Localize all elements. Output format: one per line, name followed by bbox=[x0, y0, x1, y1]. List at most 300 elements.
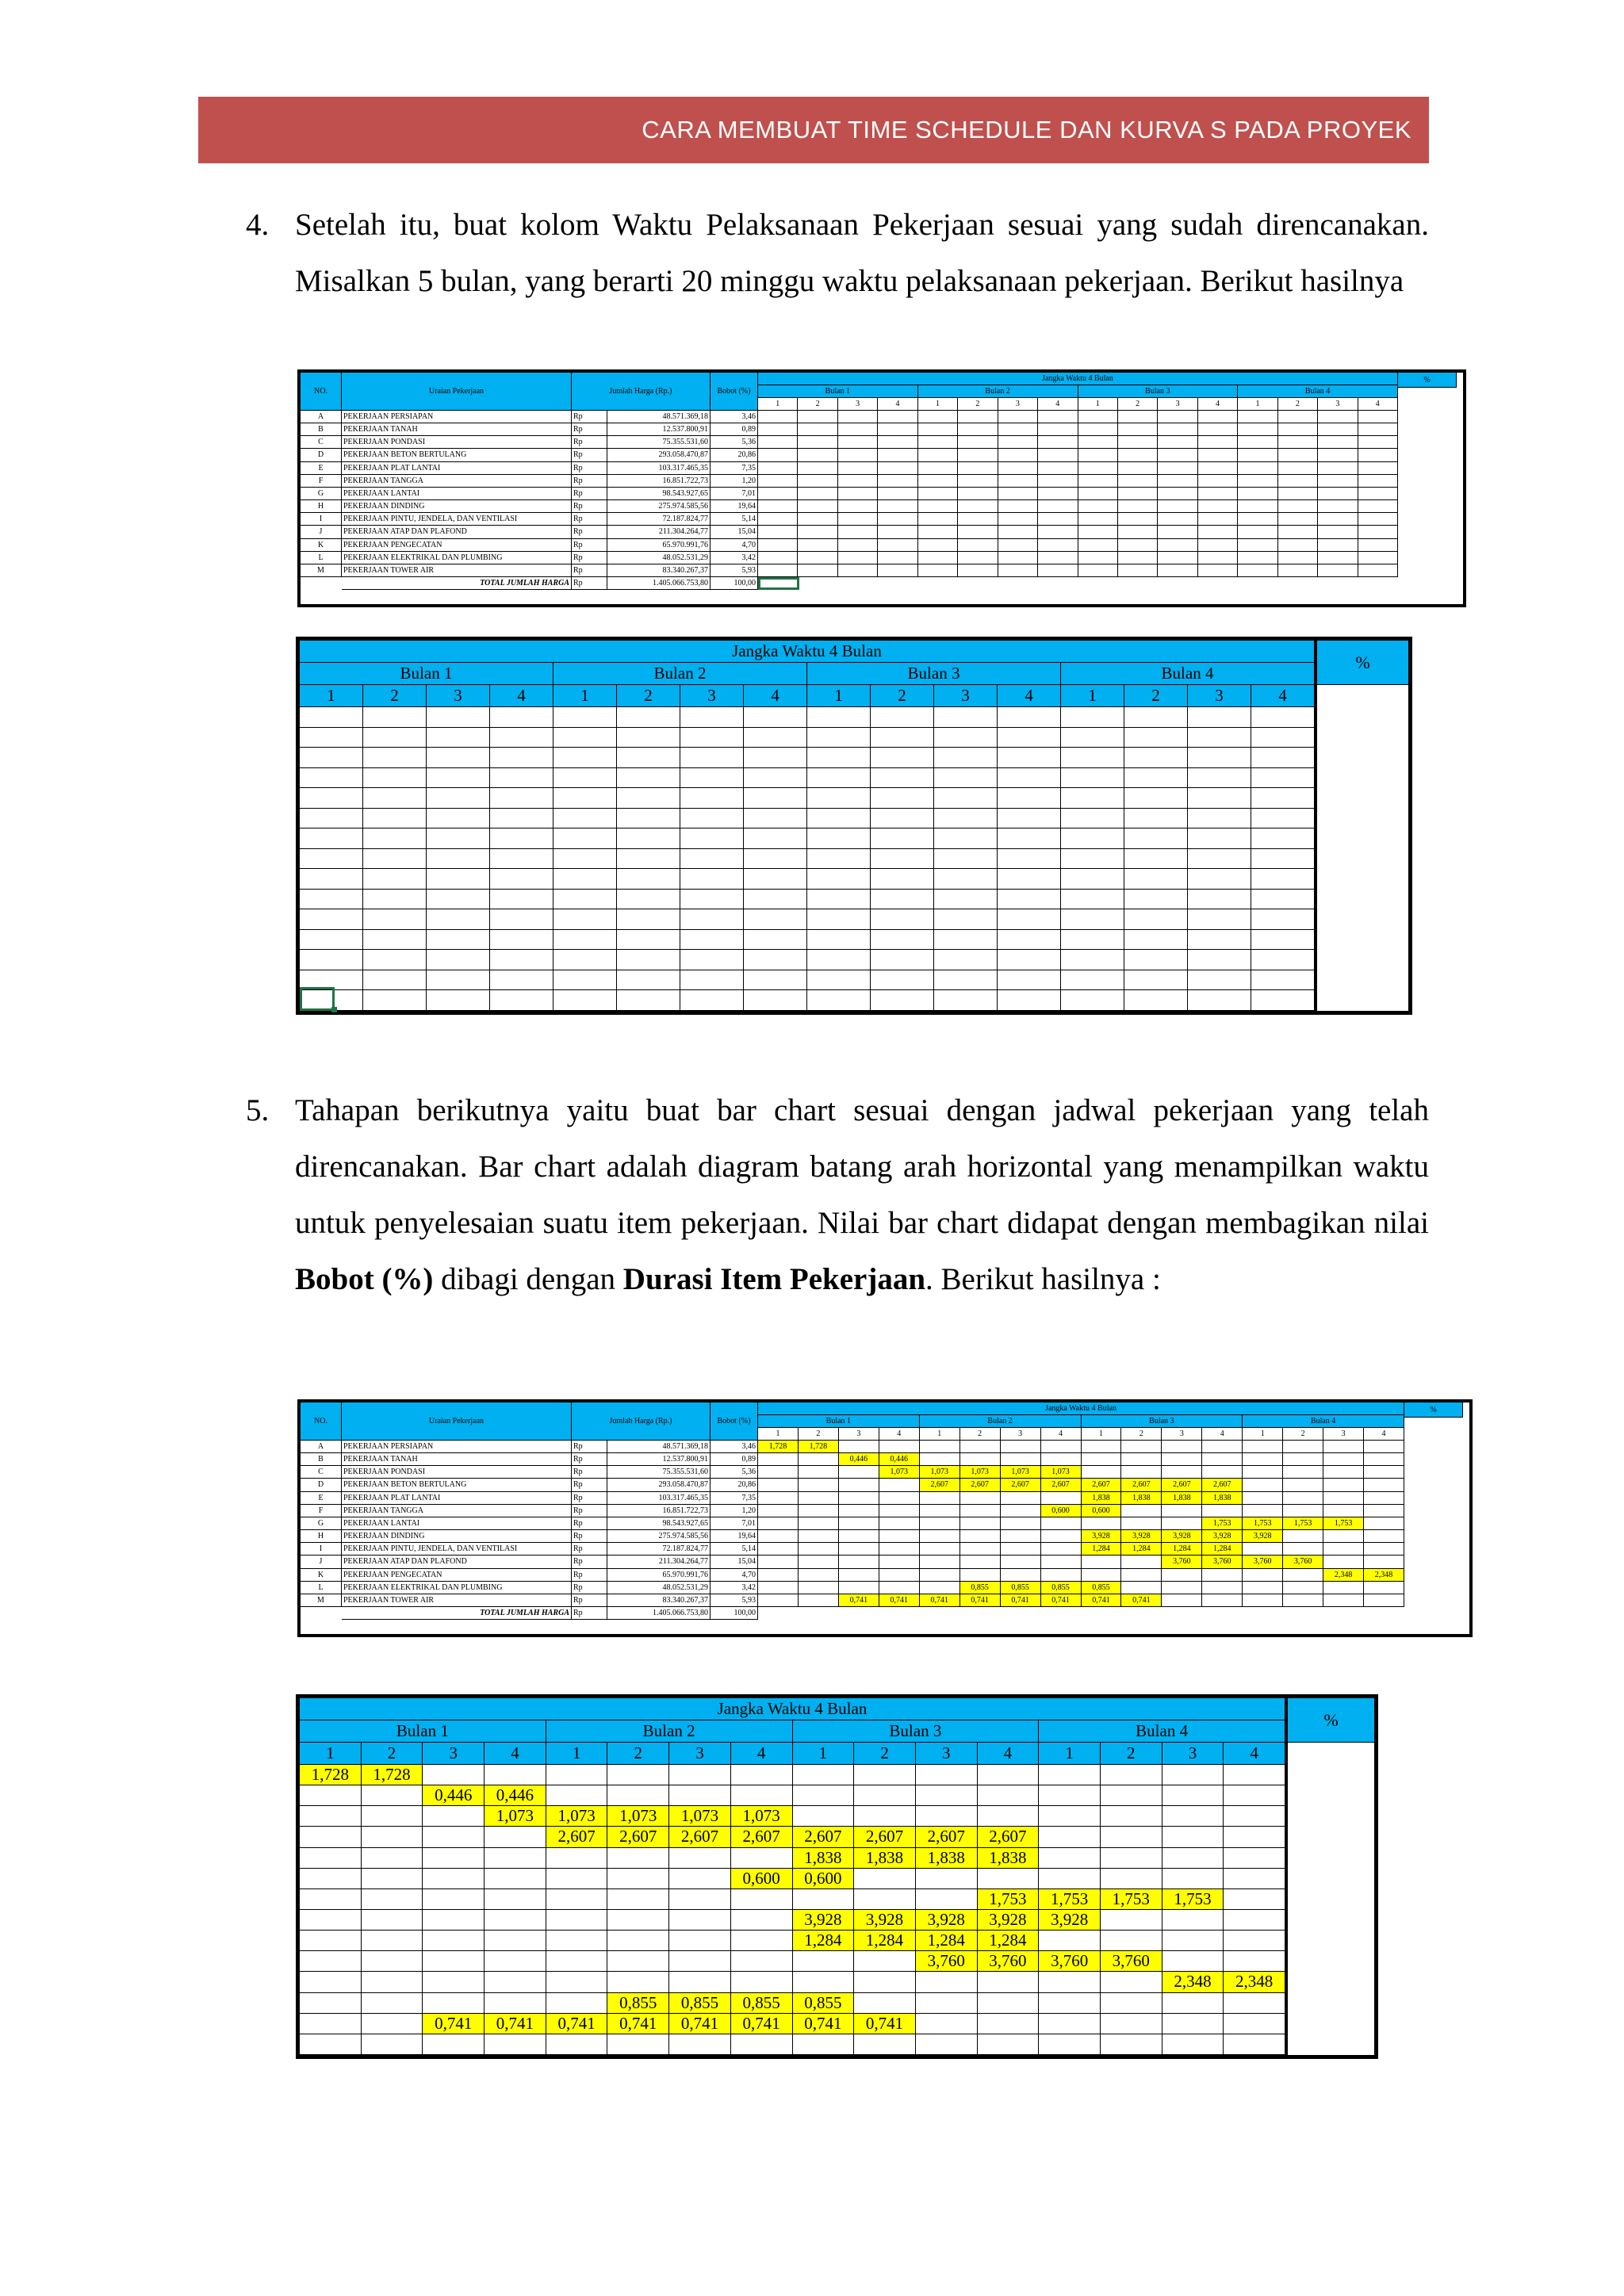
bar-cell: 1,753 bbox=[978, 1889, 1040, 1910]
week-cell bbox=[1278, 513, 1318, 526]
week-cell bbox=[807, 748, 871, 768]
week-cell bbox=[362, 1869, 423, 1889]
week-cell bbox=[1118, 564, 1158, 577]
step-5-paragraph bbox=[246, 1082, 1429, 1307]
week-cell bbox=[427, 748, 490, 768]
week-cell bbox=[878, 475, 917, 488]
week-cell bbox=[680, 768, 744, 789]
week-cell bbox=[878, 539, 917, 552]
month-header: Bulan 4 bbox=[1243, 1415, 1404, 1428]
week-cell bbox=[960, 1569, 1001, 1582]
week-cell bbox=[839, 1543, 879, 1556]
week-cell bbox=[1243, 1453, 1283, 1466]
week-cell bbox=[934, 990, 998, 1011]
week-cell bbox=[1202, 1453, 1243, 1466]
week-cell bbox=[871, 990, 934, 1011]
row-name: PEKERJAAN LANTAI bbox=[342, 488, 572, 500]
week-cell bbox=[918, 526, 958, 538]
week-cell bbox=[879, 1517, 920, 1530]
row-currency: Rp bbox=[572, 1466, 607, 1479]
week-cell bbox=[1224, 2014, 1285, 2034]
week-cell bbox=[958, 423, 998, 436]
week-header: 4 bbox=[1198, 398, 1238, 411]
week-cell bbox=[363, 930, 427, 951]
week-header: 4 bbox=[744, 685, 807, 707]
month-header: Bulan 1 bbox=[758, 385, 918, 398]
week-cell bbox=[1124, 707, 1188, 728]
week-cell bbox=[934, 930, 998, 951]
week-cell bbox=[617, 930, 680, 951]
week-cell bbox=[490, 748, 553, 768]
week-cell bbox=[423, 2034, 485, 2055]
week-cell bbox=[607, 1931, 669, 1951]
week-cell bbox=[1364, 1453, 1404, 1466]
week-cell bbox=[1323, 1530, 1364, 1543]
week-cell bbox=[920, 1530, 960, 1543]
week-cell bbox=[871, 950, 934, 970]
bar-cell: 0,741 bbox=[1121, 1594, 1162, 1607]
week-cell bbox=[1283, 1582, 1323, 1594]
week-cell bbox=[998, 423, 1038, 436]
row-name: PEKERJAAN PONDASI bbox=[342, 436, 572, 449]
week-cell bbox=[1224, 1889, 1285, 1910]
row-no: F bbox=[301, 475, 342, 488]
row-name: PEKERJAAN PLAT LANTAI bbox=[342, 462, 572, 475]
week-cell bbox=[1238, 436, 1277, 449]
week-cell bbox=[1188, 950, 1251, 970]
week-cell bbox=[1118, 462, 1158, 475]
week-cell bbox=[362, 1910, 423, 1931]
row-no: A bbox=[301, 1441, 342, 1453]
week-cell bbox=[1323, 1492, 1364, 1505]
week-cell bbox=[553, 849, 617, 870]
week-cell bbox=[798, 552, 837, 564]
week-cell bbox=[1162, 1910, 1224, 1931]
week-cell bbox=[553, 828, 617, 849]
week-cell bbox=[920, 1543, 960, 1556]
week-cell bbox=[490, 849, 553, 870]
week-cell bbox=[300, 1848, 362, 1869]
week-cell bbox=[758, 423, 798, 436]
week-cell bbox=[1278, 462, 1318, 475]
bar-cell: 1,073 bbox=[546, 1806, 608, 1827]
week-cell bbox=[1101, 1910, 1162, 1931]
week-cell bbox=[1038, 411, 1078, 423]
week-cell bbox=[1001, 1517, 1041, 1530]
week-cell bbox=[490, 707, 553, 728]
bar-cell: 1,838 bbox=[854, 1848, 916, 1869]
bar-cell: 0,855 bbox=[1041, 1582, 1082, 1594]
week-cell bbox=[978, 1972, 1040, 1992]
bar-cell: 1,838 bbox=[916, 1848, 978, 1869]
bar-cell: 1,284 bbox=[854, 1931, 916, 1951]
week-cell bbox=[793, 1889, 855, 1910]
step-5-text-a: Tahapan berikutnya yaitu buat bar chart sesuai dengan jadwal pekerjaan yang telah direncanakan. Bar chart adalah diagram batang arah horizontal yang menampilkan waktu untuk penyelesaian suatu item pekerjaan. Nilai bar chart didapat dengan membagikan nilai bbox=[295, 1093, 1429, 1240]
week-header: 1 bbox=[1078, 398, 1118, 411]
bar-cell: 2,607 bbox=[546, 1827, 608, 1847]
week-cell bbox=[607, 1848, 669, 1869]
week-cell bbox=[958, 564, 998, 577]
week-cell bbox=[879, 1543, 920, 1556]
week-cell bbox=[300, 1931, 362, 1951]
week-cell bbox=[799, 1492, 839, 1505]
week-cell bbox=[998, 564, 1038, 577]
week-cell bbox=[1158, 500, 1197, 513]
week-cell bbox=[807, 809, 871, 829]
week-cell bbox=[553, 930, 617, 951]
week-cell bbox=[1251, 707, 1315, 728]
week-cell bbox=[1243, 1582, 1283, 1594]
row-no: G bbox=[301, 1517, 342, 1530]
week-cell bbox=[680, 849, 744, 870]
week-cell bbox=[1188, 890, 1251, 910]
row-amount: 75.355.531,60 bbox=[607, 1466, 710, 1479]
week-cell bbox=[1001, 1543, 1041, 1556]
row-amount: 65.970.991,76 bbox=[607, 1569, 710, 1582]
row-name: PEKERJAAN PENGECATAN bbox=[342, 1569, 572, 1582]
week-cell bbox=[1082, 1453, 1122, 1466]
week-cell bbox=[617, 849, 680, 870]
week-cell bbox=[798, 475, 837, 488]
week-cell bbox=[1041, 1530, 1082, 1543]
week-cell bbox=[934, 849, 998, 870]
week-cell bbox=[1061, 909, 1124, 930]
week-cell bbox=[1038, 564, 1078, 577]
week-cell bbox=[1061, 768, 1124, 789]
week-cell bbox=[731, 1931, 793, 1951]
month-header: Bulan 3 bbox=[1082, 1415, 1243, 1428]
week-cell bbox=[300, 1951, 362, 1972]
week-cell bbox=[362, 2014, 423, 2034]
week-cell bbox=[1158, 539, 1197, 552]
week-cell bbox=[998, 909, 1061, 930]
week-cell bbox=[1198, 539, 1238, 552]
week-cell bbox=[1039, 1931, 1101, 1951]
bar-cell: 1,728 bbox=[758, 1441, 799, 1453]
row-no: M bbox=[301, 1594, 342, 1607]
row-currency: Rp bbox=[572, 1530, 607, 1543]
bar-cell: 1,073 bbox=[960, 1466, 1001, 1479]
week-cell bbox=[1283, 1569, 1323, 1582]
row-amount: 83.340.267,37 bbox=[607, 1594, 710, 1607]
week-cell bbox=[300, 788, 363, 809]
week-cell bbox=[680, 909, 744, 930]
week-cell bbox=[1251, 990, 1315, 1011]
week-header: 3 bbox=[838, 398, 878, 411]
week-cell bbox=[1101, 2014, 1162, 2034]
week-cell bbox=[1243, 1569, 1283, 1582]
week-cell bbox=[1283, 1505, 1323, 1517]
week-cell bbox=[1038, 526, 1078, 538]
week-cell bbox=[879, 1492, 920, 1505]
week-cell bbox=[1251, 849, 1315, 870]
week-cell bbox=[1061, 970, 1124, 991]
week-cell bbox=[1118, 526, 1158, 538]
header-no: NO. bbox=[301, 1402, 342, 1441]
week-cell bbox=[363, 950, 427, 970]
row-name: PEKERJAAN LANTAI bbox=[342, 1517, 572, 1530]
week-cell bbox=[998, 526, 1038, 538]
week-header: 2 bbox=[363, 685, 427, 707]
week-cell bbox=[1251, 930, 1315, 951]
week-cell bbox=[546, 1951, 608, 1972]
week-cell bbox=[998, 809, 1061, 829]
bar-cell: 3,760 bbox=[978, 1951, 1040, 1972]
week-cell bbox=[998, 768, 1061, 789]
week-cell bbox=[427, 869, 490, 890]
week-cell bbox=[839, 1492, 879, 1505]
bar-cell: 0,741 bbox=[879, 1594, 920, 1607]
bar-cell: 3,928 bbox=[1162, 1530, 1202, 1543]
week-cell bbox=[878, 500, 917, 513]
total-currency: Rp bbox=[572, 1607, 607, 1620]
week-cell bbox=[1278, 436, 1318, 449]
week-cell bbox=[758, 1479, 799, 1491]
week-cell bbox=[423, 1910, 485, 1931]
week-cell bbox=[916, 1889, 978, 1910]
week-cell bbox=[916, 1806, 978, 1827]
week-cell bbox=[669, 1951, 731, 1972]
schedule-title: Jangka Waktu 4 Bulan bbox=[300, 1698, 1285, 1720]
week-cell bbox=[490, 869, 553, 890]
row-amount: 12.537.800,91 bbox=[607, 423, 710, 436]
week-cell bbox=[1283, 1479, 1323, 1491]
week-cell bbox=[1061, 828, 1124, 849]
row-amount: 293.058.470,87 bbox=[607, 1479, 710, 1491]
week-header: 4 bbox=[878, 398, 917, 411]
week-header: 2 bbox=[1121, 1428, 1162, 1441]
week-cell bbox=[617, 707, 680, 728]
week-cell bbox=[300, 1972, 362, 1992]
step-5-text-b: dibagi dengan bbox=[433, 1262, 623, 1296]
week-cell bbox=[744, 768, 807, 789]
week-cell bbox=[363, 768, 427, 789]
week-cell bbox=[1061, 890, 1124, 910]
week-cell bbox=[1124, 990, 1188, 1011]
week-cell bbox=[978, 2014, 1040, 2034]
week-cell bbox=[1038, 475, 1078, 488]
week-cell bbox=[838, 513, 878, 526]
row-no: E bbox=[301, 1492, 342, 1505]
row-name: PEKERJAAN PENGECATAN bbox=[342, 539, 572, 552]
bar-cell: 0,741 bbox=[854, 2014, 916, 2034]
row-name: PEKERJAAN PONDASI bbox=[342, 1466, 572, 1479]
week-header: 1 bbox=[918, 398, 958, 411]
week-cell bbox=[617, 809, 680, 829]
week-cell bbox=[879, 1582, 920, 1594]
week-cell bbox=[362, 1785, 423, 1806]
week-cell bbox=[807, 828, 871, 849]
total-currency: Rp bbox=[572, 577, 607, 590]
week-cell bbox=[1283, 1492, 1323, 1505]
week-header: 4 bbox=[1224, 1743, 1285, 1765]
week-header: 1 bbox=[1061, 685, 1124, 707]
week-cell bbox=[1158, 552, 1197, 564]
bar-cell: 0,741 bbox=[839, 1594, 879, 1607]
week-cell bbox=[1243, 1492, 1283, 1505]
week-cell bbox=[1358, 488, 1398, 500]
week-cell bbox=[1198, 500, 1238, 513]
week-cell bbox=[1162, 1505, 1202, 1517]
week-cell bbox=[920, 1556, 960, 1568]
week-cell bbox=[1278, 564, 1318, 577]
week-cell bbox=[1283, 1543, 1323, 1556]
week-cell bbox=[485, 1827, 546, 1847]
step-5-bold-bobot: Bobot (%) bbox=[295, 1262, 434, 1296]
week-cell bbox=[546, 1993, 608, 2014]
step-5-number: 5. bbox=[246, 1093, 270, 1127]
row-currency: Rp bbox=[572, 1441, 607, 1453]
week-cell bbox=[1323, 1479, 1364, 1491]
bar-cell: 0,741 bbox=[607, 2014, 669, 2034]
week-cell bbox=[918, 436, 958, 449]
week-header: 4 bbox=[731, 1743, 793, 1765]
bar-cell: 2,607 bbox=[920, 1479, 960, 1491]
week-cell bbox=[871, 728, 934, 748]
week-cell bbox=[1101, 1806, 1162, 1827]
week-cell bbox=[669, 1910, 731, 1931]
week-cell bbox=[934, 890, 998, 910]
week-cell bbox=[607, 1951, 669, 1972]
week-cell bbox=[758, 1582, 799, 1594]
week-cell bbox=[1162, 1806, 1224, 1827]
week-cell bbox=[934, 950, 998, 970]
week-cell bbox=[1224, 1951, 1285, 1972]
week-cell bbox=[1243, 1466, 1283, 1479]
bar-cell: 1,753 bbox=[1162, 1889, 1224, 1910]
week-cell bbox=[427, 707, 490, 728]
week-cell bbox=[744, 809, 807, 829]
week-cell bbox=[807, 950, 871, 970]
week-cell bbox=[1001, 1530, 1041, 1543]
row-name: PEKERJAAN PERSIAPAN bbox=[342, 1441, 572, 1453]
bar-cell: 0,741 bbox=[485, 2014, 546, 2034]
week-cell bbox=[1358, 411, 1398, 423]
bar-cell: 1,284 bbox=[916, 1931, 978, 1951]
step-4-paragraph bbox=[246, 197, 1429, 309]
week-cell bbox=[553, 788, 617, 809]
week-cell bbox=[1124, 890, 1188, 910]
week-cell bbox=[998, 970, 1061, 991]
row-currency: Rp bbox=[572, 1543, 607, 1556]
week-cell bbox=[680, 809, 744, 829]
bar-cell: 1,753 bbox=[1283, 1517, 1323, 1530]
week-cell bbox=[1318, 449, 1358, 461]
week-cell bbox=[553, 909, 617, 930]
total-weight: 100,00 bbox=[710, 1607, 758, 1620]
week-cell bbox=[958, 462, 998, 475]
week-cell bbox=[839, 1582, 879, 1594]
week-cell bbox=[553, 748, 617, 768]
bar-cell: 2,607 bbox=[960, 1479, 1001, 1491]
week-cell bbox=[1061, 930, 1124, 951]
bar-cell: 1,753 bbox=[1039, 1889, 1101, 1910]
week-cell bbox=[871, 809, 934, 829]
week-cell bbox=[960, 1453, 1001, 1466]
week-cell bbox=[998, 869, 1061, 890]
week-cell bbox=[1118, 513, 1158, 526]
week-cell bbox=[978, 1765, 1040, 1785]
week-cell bbox=[546, 1972, 608, 1992]
week-cell bbox=[300, 728, 363, 748]
row-no: D bbox=[301, 1479, 342, 1491]
week-cell bbox=[916, 1765, 978, 1785]
row-weight: 3,42 bbox=[710, 552, 758, 564]
week-cell bbox=[1364, 1594, 1404, 1607]
week-cell bbox=[879, 1479, 920, 1491]
week-cell bbox=[1078, 411, 1118, 423]
row-name: PEKERJAAN ELEKTRIKAL DAN PLUMBING bbox=[342, 1582, 572, 1594]
week-cell bbox=[799, 1479, 839, 1491]
week-cell bbox=[1358, 436, 1398, 449]
week-cell bbox=[1001, 1441, 1041, 1453]
week-cell bbox=[793, 1806, 855, 1827]
week-cell bbox=[1061, 809, 1124, 829]
week-cell bbox=[799, 1517, 839, 1530]
week-header: 3 bbox=[1162, 1428, 1202, 1441]
bar-cell: 2,607 bbox=[793, 1827, 855, 1847]
total-label: TOTAL JUMLAH HARGA bbox=[342, 1607, 572, 1620]
bar-cell: 3,928 bbox=[1082, 1530, 1122, 1543]
row-currency: Rp bbox=[572, 1594, 607, 1607]
week-cell bbox=[854, 1765, 916, 1785]
row-weight: 7,01 bbox=[710, 488, 758, 500]
week-cell bbox=[838, 436, 878, 449]
bar-cell: 1,073 bbox=[669, 1806, 731, 1827]
week-cell bbox=[960, 1530, 1001, 1543]
week-cell bbox=[1124, 950, 1188, 970]
week-cell bbox=[1061, 869, 1124, 890]
schedule-title: Jangka Waktu 4 Bulan bbox=[758, 373, 1398, 385]
header-jumlah: Jumlah Harga (Rp.) bbox=[572, 373, 710, 411]
bar-cell: 1,284 bbox=[1121, 1543, 1162, 1556]
week-cell bbox=[920, 1569, 960, 1582]
week-cell bbox=[362, 1972, 423, 1992]
week-cell bbox=[617, 950, 680, 970]
week-cell bbox=[1158, 526, 1197, 538]
week-cell bbox=[1243, 1441, 1283, 1453]
week-cell bbox=[490, 788, 553, 809]
week-cell bbox=[838, 539, 878, 552]
week-cell bbox=[799, 1505, 839, 1517]
row-no: B bbox=[301, 1453, 342, 1466]
week-cell bbox=[799, 1453, 839, 1466]
week-cell bbox=[607, 1972, 669, 1992]
week-cell bbox=[553, 768, 617, 789]
row-currency: Rp bbox=[572, 1569, 607, 1582]
week-cell bbox=[1224, 1993, 1285, 2014]
week-cell bbox=[1082, 1466, 1122, 1479]
week-cell bbox=[799, 1530, 839, 1543]
week-cell bbox=[1001, 1505, 1041, 1517]
week-cell bbox=[1318, 552, 1358, 564]
week-cell bbox=[918, 552, 958, 564]
row-amount: 65.970.991,76 bbox=[607, 539, 710, 552]
week-cell bbox=[1078, 436, 1118, 449]
bar-cell: 2,607 bbox=[731, 1827, 793, 1847]
week-cell bbox=[916, 2034, 978, 2055]
bar-cell: 3,928 bbox=[1121, 1530, 1162, 1543]
row-weight: 4,70 bbox=[710, 1569, 758, 1582]
bar-cell: 3,760 bbox=[1162, 1556, 1202, 1568]
week-cell bbox=[485, 1993, 546, 2014]
row-no: M bbox=[301, 564, 342, 577]
week-cell bbox=[1243, 1479, 1283, 1491]
week-header: 2 bbox=[871, 685, 934, 707]
week-cell bbox=[998, 539, 1038, 552]
week-cell bbox=[485, 1848, 546, 1869]
week-header: 4 bbox=[978, 1743, 1040, 1765]
